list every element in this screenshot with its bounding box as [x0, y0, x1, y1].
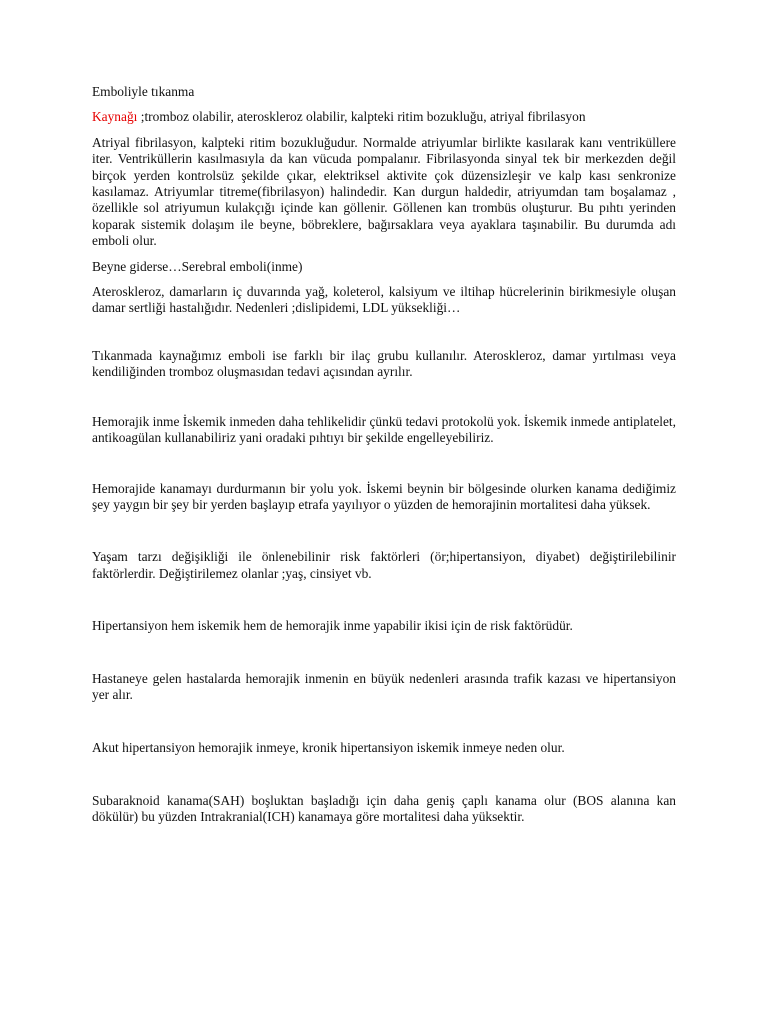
paragraph-risk-factors: Yaşam tarzı değişikliği ile önlenebilinir risk faktörleri (ör;hipertansiyon, diyabet) değiştirilebilinir faktörlerdir. Değiştirilemez olanlar ;yaş, cinsiyet vb.: [92, 549, 676, 581]
paragraph-acute-chronic: Akut hipertansiyon hemorajik inmeye, kronik hipertansiyon iskemik inmeye neden olur.: [92, 740, 565, 756]
paragraph-hospital-causes: Hastaneye gelen hastalarda hemorajik inmenin en büyük nedenleri arasında trafik kazası ve hipertansiyon yer alır.: [92, 670, 676, 702]
document-title: Emboliyle tıkanma: [92, 84, 195, 99]
document-page: [92, 84, 676, 826]
source-text: ;tromboz olabilir, ateroskleroz olabilir, kalpteki ritim bozukluğu, atriyal fibrilasyon: [137, 109, 586, 125]
paragraph-hemorrhagic-stroke: Hemorajik inme İskemik inmeden daha tehlikelidir çünkü tedavi protokolü yok. İskemik inmede antiplatelet, antikoagülan kullanabiliriz yani oradaki pıhtıyı bir şekilde engelleyebiliriz.: [92, 413, 676, 446]
source-line: [92, 109, 676, 125]
paragraph-sah: Subaraknoid kanama(SAH) boşluktan başladığı için daha geniş çaplı kanama olur (BOS alanına kan dökülür) bu yüzden Intrakranial(ICH) kanamaya göre mortalitesi daha yüksektir.: [92, 792, 676, 825]
paragraph-atrial-fibrillation: Atriyal fibrilasyon, kalpteki ritim bozukluğudur. Normalde atriyumlar birlikte kasılarak kanı ventriküllere iter. Ventriküllerin kasılmasıyla da kan vücuda pompalanır. Fibrilasyonda sinyal tek bir merkezden değil birçok yerden kontrolsüz şekilde çıkar, elektriksel aktivite çok düzensizleşir ve kalp kası senkronize kasılamaz. Atriyumlar titreme(fibrilasyon) halindedir. Kan durgun haldedir, atriyumdan tam boşalamaz , özellikle sol atriyumun kulakçığı içinde kan göllenir. Göllenen kan trombüs oluşturur. Bu pıhtı yerinden koparak sistemik dolaşım ile beyne, böbreklere, bağırsaklara veya ayaklara taşınabilir. Bu durumda adı emboli olur.: [92, 134, 676, 249]
paragraph-hypertension: Hipertansiyon hem iskemik hem de hemorajik inme yapabilir ikisi için de risk faktörüdür.: [92, 618, 573, 634]
paragraph-cerebral-embolism: Beyne giderse…Serebral emboli(inme): [92, 258, 303, 274]
paragraph-atherosclerosis: Ateroskleroz, damarların iç duvarında yağ, koleterol, kalsiyum ve iltihap hücrelerinin birikmesiyle oluşan damar sertliği hastalığıdır. Nedenleri ;dislipidemi, LDL yüksekliği…: [92, 284, 676, 316]
source-label: Kaynağı: [92, 109, 138, 125]
paragraph-hemorrhage-mortality: Hemorajide kanamayı durdurmanın bir yolu yok. İskemi beynin bir bölgesinde olurken kanama dediğimiz şey yaygın bir şey bir yerden başlayıp etrafa yayılıyor o yüzden de hemorajinin mortalitesi daha yüksek.: [92, 480, 676, 512]
paragraph-treatment: Tıkanmada kaynağımız emboli ise farklı bir ilaç grubu kullanılır. Ateroskleroz, damar yırtılması veya kendiliğinden tromboz oluşmasıdan tedavi açısından ayrılır.: [92, 347, 676, 380]
